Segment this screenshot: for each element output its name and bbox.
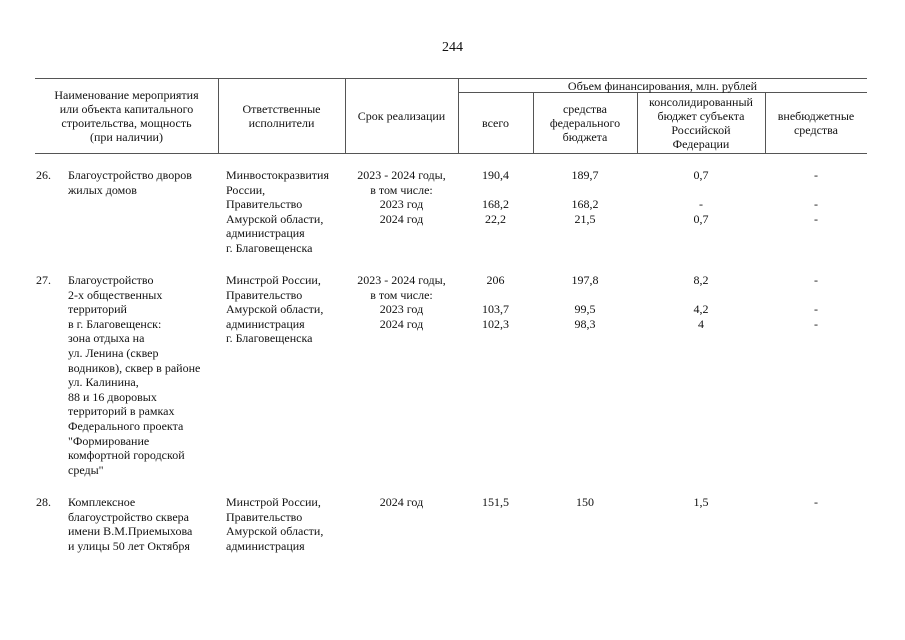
row-executors-text: Минстрой России, bbox=[226, 495, 321, 509]
row-regional-text: 0,7 bbox=[693, 168, 709, 182]
row-executors-text: Амурской области, bbox=[226, 524, 324, 539]
header-regional-line: Российской bbox=[671, 123, 731, 137]
row-name-text: Федерального проекта bbox=[68, 419, 184, 433]
row-total-text: 102,3 bbox=[482, 316, 509, 331]
row-total-text: 22,2 bbox=[485, 211, 506, 226]
header-executors-cell bbox=[218, 80, 345, 152]
row-period-text: в том числе: bbox=[370, 182, 433, 197]
row-num-text: 27. bbox=[36, 273, 51, 287]
header-extra-line: средства bbox=[793, 123, 838, 137]
row-period-text: 2023 - 2024 годы, bbox=[357, 168, 446, 182]
page-number: 244 bbox=[442, 40, 463, 55]
header-total-label: всего bbox=[481, 116, 510, 130]
row-extra-text: - bbox=[814, 316, 818, 331]
row-executors-text: Амурской области, bbox=[226, 211, 324, 226]
row-period-text: 2023 - 2024 годы, bbox=[357, 273, 446, 287]
header-executors-line: Ответственные bbox=[242, 102, 321, 116]
row-executors-text: Минвостокразвития bbox=[226, 168, 329, 182]
row-extra-text: - bbox=[814, 197, 818, 212]
row-num-text: 26. bbox=[36, 168, 51, 182]
row-federal-text: 168,2 bbox=[571, 197, 599, 212]
row-regional-text: 0,7 bbox=[693, 211, 709, 226]
row-federal-text: 189,7 bbox=[571, 168, 599, 182]
row-name-text: 2-х общественных bbox=[68, 287, 163, 302]
header-executors-line: исполнители bbox=[248, 116, 315, 130]
row-name-text: и улицы 50 лет Октября bbox=[68, 538, 190, 553]
header-extra-cell bbox=[765, 93, 867, 153]
row-executors-text: администрация bbox=[226, 538, 305, 553]
header-financing-label: Объем финансирования, млн. рублей bbox=[567, 78, 758, 93]
row-name-text: ул. Калинина, bbox=[68, 375, 139, 390]
row-regional-text: - bbox=[699, 197, 703, 212]
row-total-text: 103,7 bbox=[482, 302, 509, 317]
row-name-text: Благоустройство дворов bbox=[68, 168, 192, 182]
header-name-line: (при наличии) bbox=[90, 130, 163, 144]
row-name-text: водников), сквер в районе bbox=[68, 360, 201, 375]
header-federal-cell bbox=[533, 93, 637, 153]
row-total-text: 151,5 bbox=[482, 495, 509, 509]
row-name-text: жилых домов bbox=[68, 182, 137, 197]
row-federal-text: 197,8 bbox=[571, 273, 599, 287]
row-federal-text: 21,5 bbox=[574, 211, 596, 226]
row-executors-text: администрация bbox=[226, 316, 305, 331]
header-regional-line: бюджет субъекта bbox=[657, 109, 745, 123]
row-total-text: 190,4 bbox=[482, 168, 509, 182]
row-name-text: зона отдыха на bbox=[68, 331, 145, 346]
header-regional-line: Федерации bbox=[672, 137, 730, 151]
row-period-text: 2024 год bbox=[379, 495, 424, 509]
row-total-text: 206 bbox=[486, 273, 505, 287]
row-federal-text: 99,5 bbox=[574, 302, 596, 317]
header-name-line: или объекта капитального bbox=[59, 102, 194, 116]
row-executors-text: администрация bbox=[226, 226, 305, 241]
row-federal-text: 150 bbox=[576, 495, 594, 509]
row-period-text: 2023 год bbox=[379, 302, 424, 317]
header-bottom-border bbox=[35, 153, 867, 154]
row-name-text: благоустройство сквера bbox=[68, 509, 189, 524]
header-federal-line: федерального bbox=[549, 116, 621, 130]
row-name-text: "Формирование bbox=[68, 433, 150, 448]
header-federal-line: средства bbox=[562, 102, 607, 116]
header-total-cell bbox=[458, 93, 533, 153]
header-extra-line: внебюджетные bbox=[777, 109, 855, 123]
row-executors-text: Правительство bbox=[226, 287, 303, 302]
row-name-text: Благоустройство bbox=[68, 273, 154, 287]
row-total-text: 168,2 bbox=[482, 197, 509, 212]
row-name-text: ул. Ленина (сквер bbox=[68, 346, 159, 360]
row-extra-text: - bbox=[814, 495, 818, 509]
header-period-cell bbox=[345, 80, 458, 152]
header-regional-line: консолидированный bbox=[649, 95, 753, 109]
header-period-label: Срок реализации bbox=[357, 109, 446, 123]
row-executors-text: России, bbox=[226, 182, 266, 197]
row-regional-text: 4 bbox=[698, 316, 704, 331]
row-period-text: 2024 год bbox=[379, 211, 424, 226]
row-regional-text: 8,2 bbox=[693, 273, 709, 287]
row-federal-text: 98,3 bbox=[574, 316, 596, 331]
row-executors-text: г. Благовещенска bbox=[226, 241, 313, 255]
row-extra-text: - bbox=[814, 168, 818, 182]
header-name-cell bbox=[35, 80, 218, 152]
row-name-text: 88 и 16 дворовых bbox=[68, 389, 157, 404]
header-federal-line: бюджета bbox=[562, 130, 608, 144]
row-name-text: среды" bbox=[68, 462, 104, 477]
row-executors-text: Правительство bbox=[226, 197, 303, 212]
row-name-text: территорий bbox=[68, 302, 127, 317]
row-name-text: территорий в рамках bbox=[68, 404, 175, 419]
row-name-text: комфортной городской bbox=[68, 448, 185, 463]
header-name-line: строительства, мощность bbox=[61, 116, 192, 130]
row-num-text: 28. bbox=[36, 495, 51, 509]
header-financing-cell bbox=[458, 79, 867, 92]
row-executors-text: Амурской области, bbox=[226, 302, 324, 317]
row-period-text: 2024 год bbox=[379, 316, 424, 331]
row-name-text: в г. Благовещенск: bbox=[68, 316, 162, 331]
row-regional-text: 1,5 bbox=[693, 495, 709, 509]
header-regional-cell bbox=[637, 93, 765, 153]
row-executors-text: Правительство bbox=[226, 509, 303, 524]
row-name-text: Комплексное bbox=[68, 495, 136, 509]
row-period-text: 2023 год bbox=[379, 197, 424, 212]
row-extra-text: - bbox=[814, 273, 818, 287]
row-extra-text: - bbox=[814, 302, 818, 317]
row-period-text: в том числе: bbox=[370, 287, 433, 302]
row-executors-text: Минстрой России, bbox=[226, 273, 321, 287]
row-name-text: имени В.М.Приемыхова bbox=[68, 524, 193, 539]
row-executors-text: г. Благовещенска bbox=[226, 331, 313, 346]
row-extra-text: - bbox=[814, 211, 818, 226]
header-name-line: Наименование мероприятия bbox=[54, 88, 199, 102]
row-regional-text: 4,2 bbox=[693, 302, 709, 317]
